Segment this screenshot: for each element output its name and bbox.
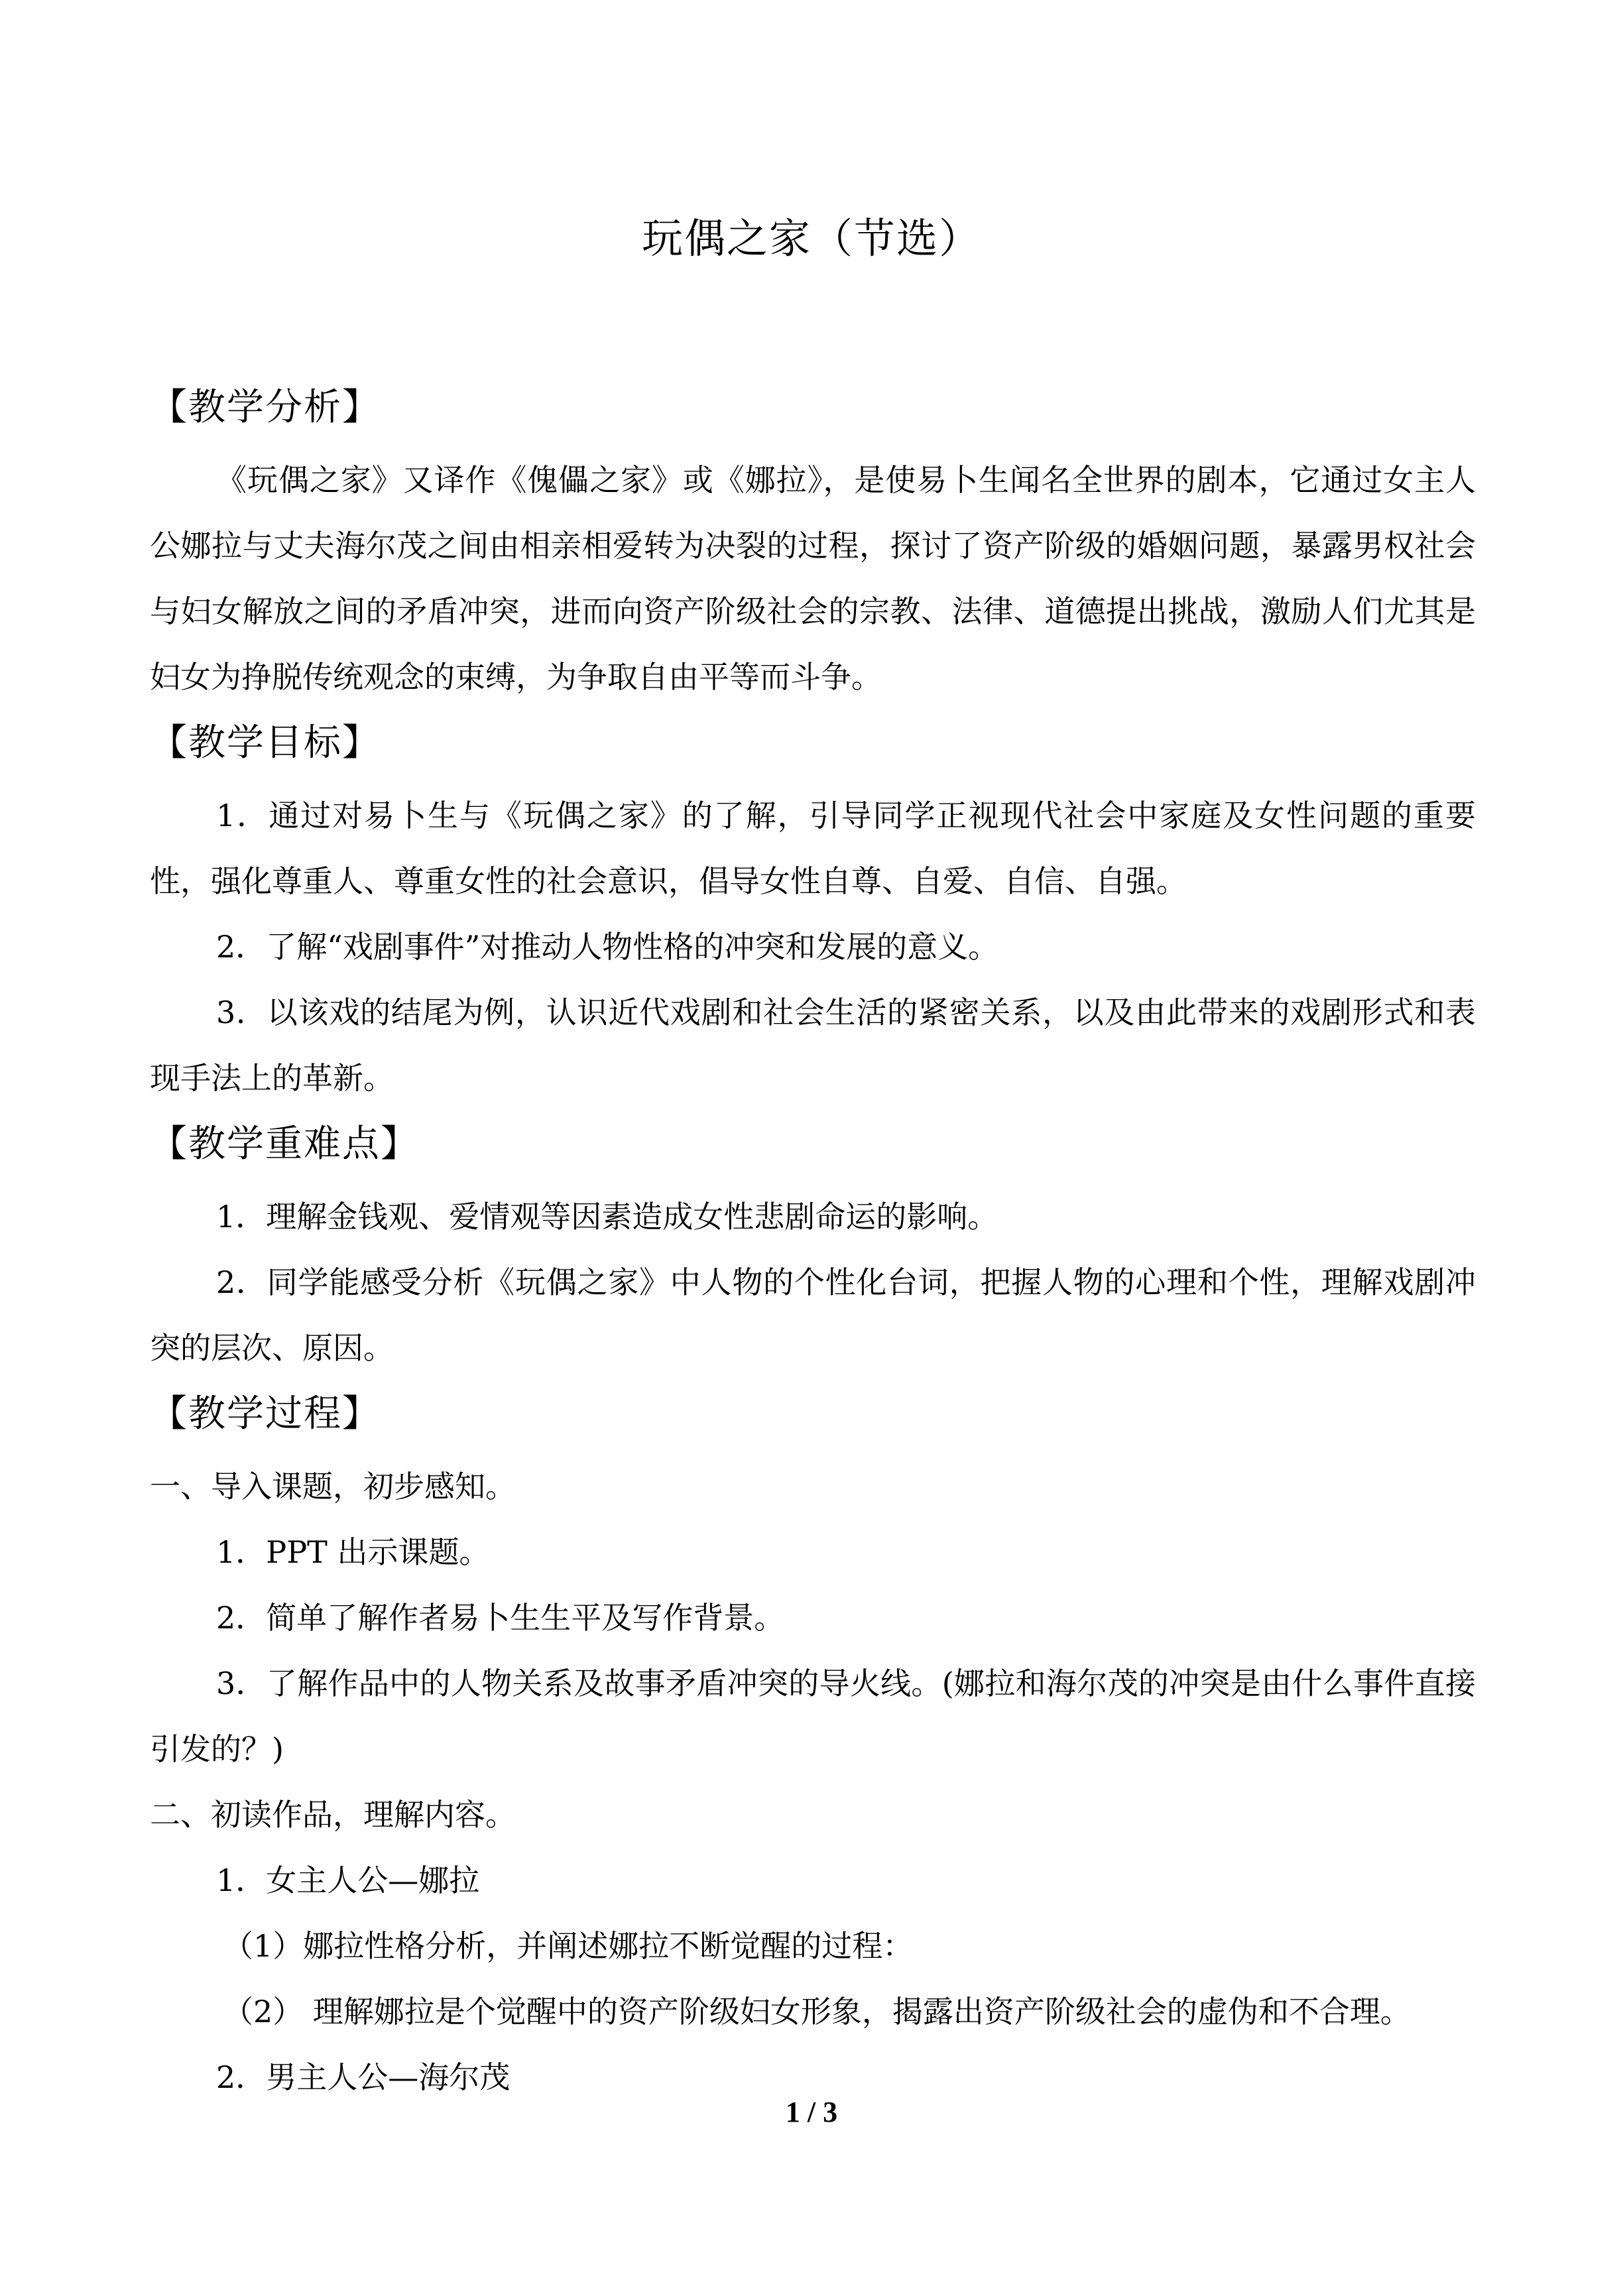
process-item: 3．了解作品中的人物关系及故事矛盾冲突的导火线。(娜拉和海尔茂的冲突是由什么事件直接引发的？) (150, 1665, 1476, 1767)
process-sub-item: （2） 理解娜拉是个觉醒中的资产阶级妇女形象，揭露出资产阶级社会的虚伪和不合理。 (223, 1994, 1411, 2029)
process-item: 1．女主人公—娜拉 (216, 1862, 480, 1898)
page-number: 1 / 3 (785, 2096, 838, 2128)
process-part-title: 一、导入课题，初步感知。 (150, 1469, 516, 1504)
process-sub-item: （1）娜拉性格分析，并阐述娜拉不断觉醒的过程： (223, 1928, 914, 1964)
key-point-item: 1．理解金钱观、爱情观等因素造成女性悲剧命运的影响。 (216, 1199, 998, 1235)
section-heading-goals: 【教学目标】 (150, 721, 381, 764)
process-item: 2．简单了解作者易卜生生平及写作背景。 (216, 1600, 785, 1636)
goal-item: 2．了解“戏剧事件”对推动人物性格的冲突和发展的意义。 (216, 929, 999, 965)
analysis-paragraph: 《玩偶之家》又译作《傀儡之家》或《娜拉》，是使易卜生闻名全世界的剧本，它通过女主人公娜拉与丈夫海尔茂之间由相亲相爱转为决裂的过程，探讨了资产阶级的婚姻问题，暴露男权社会与妇女解放之间的矛盾冲突，进而向资产阶级社会的宗教、法律、道德提出挑战，激励人们尤其是妇女为挣脱传统观念的束缚，为争取自由平等而斗争。 (150, 462, 1476, 695)
key-point-item: 2．同学能感受分析《玩偶之家》中人物的个性化台词，把握人物的心理和个性，理解戏剧冲突的层次、原因。 (150, 1264, 1476, 1366)
document-body (150, 381, 1476, 2110)
section-heading-analysis: 【教学分析】 (150, 386, 381, 429)
goal-item: 1．通过对易卜生与《玩偶之家》的了解，引导同学正视现代社会中家庭及女性问题的重要性，强化尊重人、尊重女性的社会意识，倡导女性自尊、自爱、自信、自强。 (150, 798, 1476, 899)
section-heading-key-points: 【教学重难点】 (150, 1122, 419, 1166)
process-item: 1．PPT 出示课题。 (216, 1534, 490, 1570)
section-heading-process: 【教学过程】 (150, 1392, 381, 1435)
page-title: 玩偶之家（节选） (641, 214, 981, 263)
goal-item: 3．以该戏的结尾为例，认识近代戏剧和社会生活的紧密关系，以及由此带来的戏剧形式和表现手法上的革新。 (150, 995, 1476, 1096)
process-item: 2．男主人公—海尔茂 (216, 2059, 511, 2095)
process-part-title: 二、初读作品，理解内容。 (150, 1797, 516, 1833)
